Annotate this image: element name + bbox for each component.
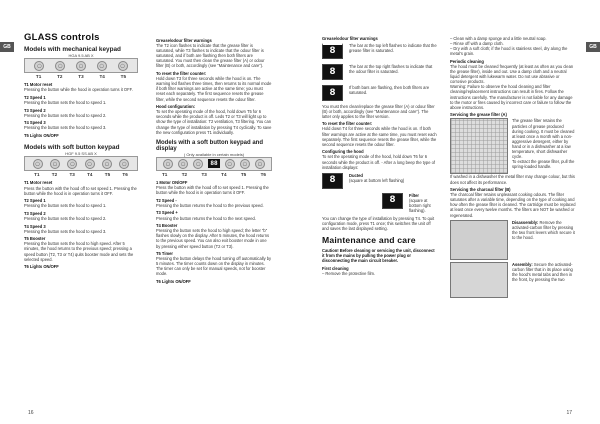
item-text: Pressing the button returns the hood to the next speed. [156, 215, 256, 221]
grease-filter-heading: Servicing the grease filter (A) [450, 112, 507, 118]
change-install-text: You can change the type of installation by pressing T4. To quit configuration mode, press T1 once; this switches the unit off and saves the last displayed setting. [322, 215, 435, 231]
display-icon: 8 [322, 43, 343, 59]
item-text: Pressing the button sets the hood to speed 1. [24, 100, 107, 106]
soft-keypad-panel [24, 156, 138, 171]
mech-keypad-heading: Models with mechanical keypad [24, 46, 121, 53]
right-col-1 [322, 36, 438, 276]
keypad-label: T1 [35, 74, 42, 80]
item-text: Pressing the button sets the hood to speed 2. [24, 215, 107, 221]
item-heading: T2 Speed 1 [24, 198, 46, 204]
warning-text: The bar at the top right flashes to indicate that the odour filter is saturated. [349, 64, 433, 75]
reset-heading: To reset the filter counter: [322, 121, 373, 127]
keypad-button: ◯ [178, 159, 188, 169]
display-keypad-heading: Models with a soft button keypad and display [156, 139, 264, 152]
left-col-1 [24, 32, 138, 269]
hood-config-text: To set the operating mode of the hood, hold down T5 for 6 seconds while the product is off. Leds T2 or T3 will light up to show the type of installation: T2 ventilation, T3 filtering. You can change the type of installation by pressing T4 cyclically. To save the new configuration press T1 individually. [156, 109, 272, 135]
item-heading: T2 Speed - [156, 197, 177, 203]
keypad-button: ◯ [85, 159, 95, 169]
display-icon: 8 [322, 85, 343, 101]
reset-text: Hold down T3 for three seconds while the hood is on. The warning led flashes three times, then returns to its normal mode if both filter warnings are active at the same time; you must reset each separately. The first sequence resets the grease filter, while the second sequence resets the odour filter. [156, 76, 272, 102]
warning-row [322, 64, 438, 80]
item-heading: T4 Speed 3 [24, 223, 46, 229]
right-col-2 [450, 36, 576, 298]
grease-warnings-heading: Grease/odour filter warnings [156, 38, 212, 43]
item-text: Pressing the button sets the hood to speed 3. [24, 125, 107, 131]
item-heading: T2 Speed 1 [24, 94, 46, 100]
periodic-heading: Periodic cleaning [450, 58, 484, 64]
grease-filter-text-3: If washed in a dishwasher the metal filter may change colour, but this does not affect its performance. [450, 174, 575, 185]
item-text: Press the button with the hood off to set speed 1. Pressing the button while the hood is in operation turns it OFF. [24, 185, 137, 196]
reset-heading: To reset the filter counter: [156, 71, 207, 77]
keypad-button: ◯ [193, 159, 203, 169]
item-text: Pressing the button sets the hood to speed 3. [24, 228, 107, 234]
item-text: Pressing the button sets the hood to high speed; the letter “b” flashes slowly on the display. After 5 minutes, the hood returns to the previous speed. You can also exit booster mode in one by pressing either speed button (T2 or T3). [156, 228, 270, 249]
display-icon: 8 [322, 64, 343, 80]
item-heading: T3 Speed 2 [24, 210, 46, 216]
clean-text: You must then clean/replace the grease filter (A) or odour filter (B) or both, accordingly (see “Maintenance and care”). The latter only applies to the filter version. [322, 103, 435, 119]
config-text: To set the operating mode of the hood, hold down T6 for 6 seconds while the product is off. - After a long beep the type of installation displays: [322, 154, 436, 170]
hood-config-heading: Hood configuration: [156, 104, 196, 110]
item-text: Pressing the button sets the hood to speed 2. [24, 112, 107, 118]
first-cleaning-list [322, 271, 438, 276]
warning-text: If both bars are flashing, then both filters are saturated. [349, 85, 430, 96]
keypad-label: T2 [57, 74, 63, 80]
page-number-right: 17 [566, 410, 572, 416]
list-item: – Dry with a soft cloth; if the hood is stainless steel, dry along the metal’s grain. [450, 46, 576, 56]
item-text: Pressing the button sets the hood to high speed. After 5 minutes, the hood returns to the previous speed; pressing a speed button (T2, T3 or T4) quits booster mode and sets the selected speed. [24, 241, 134, 262]
mech-keypad-panel [24, 58, 138, 73]
section-title: GLASS controls [24, 32, 100, 43]
charcoal-filter-image-2 [450, 262, 508, 298]
list-item: – Rinse off with a damp cloth. [450, 41, 576, 46]
disassembly-text: Remove the activated-carbon filter by pressing the two front levers which secure it to the hood. [512, 219, 575, 240]
item-heading: 1 Motor ON/OFF [156, 179, 188, 185]
keypad-label: T2 [181, 171, 188, 177]
periodic-text: The hood must be cleaned frequently (at least as often as you clean the grease filter), inside and out. Use a damp cloth and a neutral liquid detergent with lukewarm water. Do not use abrasive or corrosive products. [450, 63, 574, 85]
keypad-button: ◯ [102, 159, 112, 169]
grease-filter-row [450, 118, 576, 174]
warning-text: Warning: Failure to observe the hood cleaning and filter cleaning/replacement instructions can result in fires. Follow the instructions carefully. The manufacturer is not liable for any damage to the motor or fires caused by incorrect care or failure to follow the above instructions. [450, 84, 573, 110]
soft-keypad-heading: Models with soft button keypad [24, 144, 120, 152]
grease-filter-text: The grease filter retains the particles of grease produced during cooking. It must be cleaned at least once a month with a non-aggressive detergent, either by hand or in a dishwasher at a low temperature, short dishwasher cycle. [512, 118, 575, 160]
charcoal-filter-image [450, 220, 508, 260]
ducted-heading: Ducted [349, 172, 363, 178]
item-heading: T5 Lights ON/OFF [24, 133, 59, 139]
mech-keypad-labels [24, 74, 138, 79]
item-heading: T1 Motor reset [24, 82, 53, 88]
warning-row [322, 85, 438, 101]
item-heading: T3 Speed 2 [24, 107, 46, 113]
item-text: Pressing the button while the hood in operation turns it OFF. [24, 87, 133, 93]
assembly-row [450, 262, 576, 298]
keypad-label: T4 [87, 172, 93, 178]
keypad-button: ◯ [33, 159, 43, 169]
item-text: Pressing the button returns the hood to the previous speed. [156, 202, 264, 208]
filter-text: (square at bottom right flashing). [409, 197, 431, 213]
keypad-label: T5 [240, 171, 247, 177]
assembly-heading: Assembly: [512, 261, 533, 267]
display-keypad-caption: ( Only available in certain models) [183, 151, 245, 157]
keypad-label: T6 [260, 171, 266, 177]
warning-row [322, 43, 438, 59]
keypad-label: T5 [104, 172, 111, 178]
keypad-button: ◯ [255, 159, 265, 169]
language-tab: GB [586, 42, 600, 52]
charcoal-filter-heading: Servicing the charcoal filter (B) [450, 187, 511, 193]
keypad-button: ◯ [119, 159, 129, 169]
item-heading: T4 Booster [156, 223, 178, 229]
keypad-label: T2 [51, 172, 58, 178]
disassembly-row [450, 220, 576, 260]
keypad-button: ◯ [67, 159, 77, 169]
item-heading: T3 Speed + [156, 210, 178, 216]
keypad-button: ◯ [163, 159, 173, 169]
warning-text: The bar at the top left flashes to indicate that the grease filter is saturated. [349, 43, 437, 54]
left-col-2 [156, 38, 272, 284]
display-icon: 8 [322, 173, 343, 189]
ducted-text: (square at bottom left flashing) [349, 177, 405, 183]
keypad-button: ◯ [225, 159, 235, 169]
keypad-label: T3 [201, 171, 207, 177]
caution-text: Caution! Before cleaning or servicing the unit, disconnect it from the mains by pulling the power plug or disconnecting the main circuit breaker. [322, 247, 435, 264]
keypad-label: T1 [34, 172, 40, 178]
list-item: – Clean with a damp sponge and a little neutral soap. [450, 36, 576, 41]
keypad-button: ◯ [50, 159, 60, 169]
keypad-label: T5 [120, 74, 127, 80]
keypad-button: ◯ [240, 159, 250, 169]
reset-text: Hold down T4 for three seconds while the hood is on. If both filter warnings are active at the same time, you must reset each separately. The first sequence resets the grease filter, while the second sequence resets the odour filter. [322, 126, 437, 147]
item-heading: T6 Lights ON/OFF [24, 264, 59, 270]
keypad-label: T4 [221, 171, 227, 177]
grease-filter-text-2: To extract the grease filter, pull the spring-loaded handle. [512, 159, 575, 170]
keypad-button: ◯ [97, 61, 107, 71]
config-heading: Configuring the hood [322, 149, 364, 155]
first-cleaning-heading: First cleaning [322, 265, 349, 271]
keypad-label: T3 [69, 172, 75, 178]
keypad-button: ◯ [76, 61, 86, 71]
item-text: Press the button with the hood off to set speed 1. Pressing the button while the hood is in operation turns it OFF. [156, 185, 269, 196]
ducted-row [322, 173, 438, 189]
page-number-left: 16 [28, 410, 34, 416]
keypad-label: T6 [122, 172, 128, 178]
item-text: Pressing the button sets the hood to speed 1. [24, 203, 107, 209]
mech-model-caption: HGA 9.5 AB X [68, 53, 94, 58]
keypad-display: 88 [210, 160, 218, 168]
item-heading: T5 Timer [156, 251, 173, 257]
soft-model-caption: HGF 9.5 SS AB X [65, 151, 97, 157]
display-keypad-panel [156, 157, 272, 171]
keypad-label: T4 [99, 74, 105, 80]
right-page [300, 0, 600, 424]
item-heading: T6 Lights ON/OFF [156, 279, 191, 285]
display-icon: 8 [382, 193, 403, 209]
assembly-text: Secure the activated-carbon filter that in its place using the hood's metal tabs and then in the front, by pressing the two [512, 261, 573, 282]
disassembly-heading: Disassembly: [512, 219, 539, 225]
charcoal-filter-text: The charcoal filter retains unpleasant cooking odours. The filter saturates after a variable time, depending on the type of cooking and how often the grease filter is cleaned. The cartridge must be replaced at least once every twelve months. The filters are NOT be washed or regenerated. [450, 192, 576, 218]
grease-warnings-text: The T2 icon flashes to indicate that the grease filter is saturated, while T3 flashes to indicate that the odour filter is saturated, and if both are flashing then both filters are saturated. You must then clean the grease filter (A) or odour filter (B) or both, accordingly (see “Maintenance and care”). [156, 43, 265, 69]
keypad-button: ◯ [55, 61, 65, 71]
cleaning-list [450, 36, 576, 56]
keypad-button: ◯ [118, 61, 128, 71]
grease-warnings-heading: Grease/odour filter warnings [322, 36, 378, 41]
maintenance-title: Maintenance and care [322, 234, 416, 245]
list-item: – Remove the protective film. [322, 271, 438, 276]
item-heading: T4 Speed 3 [24, 120, 46, 126]
item-heading: T5 Booster [24, 236, 46, 242]
grease-filter-image [450, 118, 508, 174]
keypad-label: T1 [162, 171, 168, 177]
keypad-button: ◯ [34, 61, 44, 71]
keypad-label: T3 [78, 74, 84, 80]
item-heading: T1 Motor reset [24, 180, 53, 186]
language-tab: GB [0, 42, 14, 52]
filter-heading: Filter [409, 192, 420, 198]
item-text: Pressing the button delays the hood turning off automatically by 5 minutes. The timer counts down on the display in minutes. The timer can only be set for manual speeds, not for booster mode. [156, 256, 272, 277]
filter-row [322, 193, 438, 213]
